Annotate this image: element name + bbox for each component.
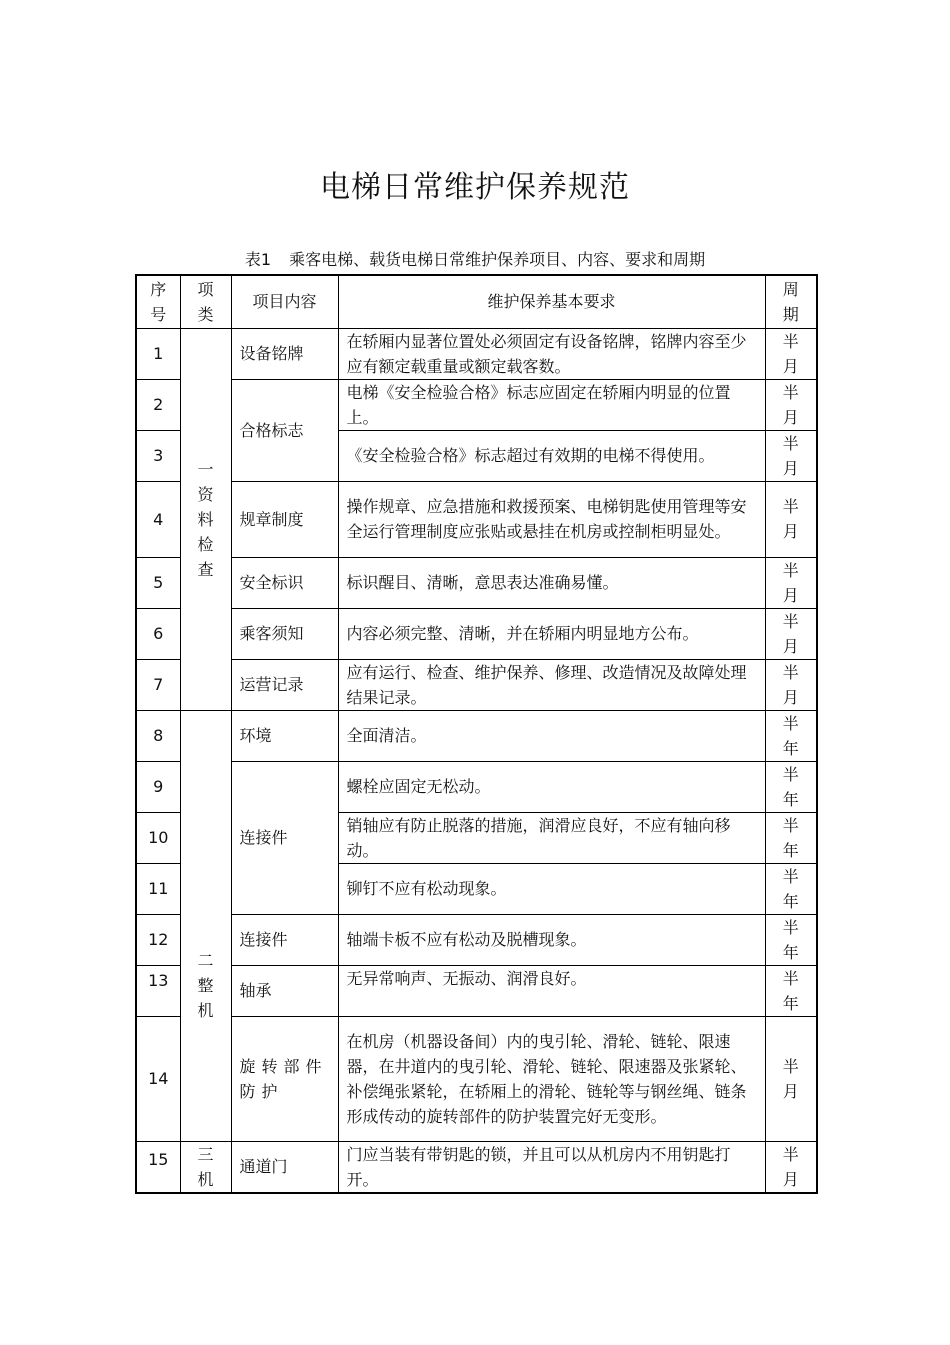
table-caption-number: 表1 [244, 250, 272, 269]
row-no: 11 [136, 863, 180, 914]
row-no: 9 [136, 761, 180, 812]
row-item: 通道门 [231, 1141, 338, 1193]
table-caption-text: 乘客电梯、载货电梯日常维护保养项目、内容、要求和周期 [289, 250, 706, 269]
row-no: 8 [136, 710, 180, 761]
table-header-row [136, 275, 817, 328]
document-title: 电梯日常维护保养规范 [320, 170, 630, 205]
row-requirement: 标识醒目、清晰，意思表达准确易懂。 [338, 557, 765, 608]
row-cycle: 半月 [765, 328, 817, 379]
row-item: 乘客须知 [231, 608, 338, 659]
table-row [136, 659, 817, 710]
row-item: 连接件 [231, 914, 338, 965]
table-row [136, 557, 817, 608]
row-no: 14 [136, 1016, 180, 1141]
table-row [136, 328, 817, 379]
row-requirement: 无异常响声、无振动、润滑良好。 [338, 965, 765, 1016]
row-no: 4 [136, 481, 180, 557]
row-item: 运营记录 [231, 659, 338, 710]
row-requirement: 全面清洁。 [338, 710, 765, 761]
row-item: 合格标志 [231, 379, 338, 481]
row-cycle: 半月 [765, 608, 817, 659]
row-cycle: 半月 [765, 379, 817, 430]
table-row [136, 379, 817, 430]
row-item: 轴承 [231, 965, 338, 1016]
row-no: 10 [136, 812, 180, 863]
row-no: 1 [136, 328, 180, 379]
row-item: 环境 [231, 710, 338, 761]
row-requirement: 在轿厢内显著位置处必须固定有设备铭牌，铭牌内容至少应有额定载重量或额定载客数。 [338, 328, 765, 379]
row-cycle: 半年 [765, 812, 817, 863]
table-row [136, 710, 817, 761]
table-row [136, 608, 817, 659]
header-item: 项目内容 [231, 275, 338, 328]
row-cycle: 半年 [765, 710, 817, 761]
row-cycle: 半年 [765, 761, 817, 812]
header-category: 项类 [180, 275, 231, 328]
header-no: 序号 [136, 275, 180, 328]
row-cycle: 半年 [765, 965, 817, 1016]
row-item: 规章制度 [231, 481, 338, 557]
row-cycle: 半月 [765, 1141, 817, 1193]
row-no: 2 [136, 379, 180, 430]
row-cycle: 半月 [765, 481, 817, 557]
row-no: 12 [136, 914, 180, 965]
table-row [136, 1016, 817, 1141]
category-cell: 二整机 [180, 710, 231, 1141]
row-requirement: 内容必须完整、清晰，并在轿厢内明显地方公布。 [338, 608, 765, 659]
row-item: 连接件 [231, 761, 338, 914]
row-cycle: 半月 [765, 430, 817, 481]
row-requirement: 铆钉不应有松动现象。 [338, 863, 765, 914]
row-cycle: 半月 [765, 1016, 817, 1141]
row-item: 设备铭牌 [231, 328, 338, 379]
row-requirement: 操作规章、应急措施和救援预案、电梯钥匙使用管理等安全运行管理制度应张贴或悬挂在机房或控制柜明显处。 [338, 481, 765, 557]
row-no: 7 [136, 659, 180, 710]
category-cell: 一资料检查 [180, 328, 231, 710]
header-requirement: 维护保养基本要求 [338, 275, 765, 328]
row-requirement: 轴端卡板不应有松动及脱槽现象。 [338, 914, 765, 965]
row-no: 6 [136, 608, 180, 659]
row-cycle: 半月 [765, 659, 817, 710]
table-row [136, 481, 817, 557]
table-row [136, 761, 817, 812]
row-no: 5 [136, 557, 180, 608]
row-item: 安全标识 [231, 557, 338, 608]
row-requirement: 销轴应有防止脱落的措施，润滑应良好，不应有轴向移动。 [338, 812, 765, 863]
row-item: 旋转部件防护 [231, 1016, 338, 1141]
row-requirement: 应有运行、检查、维护保养、修理、改造情况及故障处理结果记录。 [338, 659, 765, 710]
maintenance-table [135, 274, 818, 1194]
table-row [136, 965, 817, 1016]
row-requirement: 电梯《安全检验合格》标志应固定在轿厢内明显的位置上。 [338, 379, 765, 430]
row-cycle: 半年 [765, 863, 817, 914]
row-cycle: 半年 [765, 914, 817, 965]
row-requirement: 门应当装有带钥匙的锁，并且可以从机房内不用钥匙打开。 [338, 1141, 765, 1193]
row-cycle: 半月 [765, 557, 817, 608]
row-requirement: 《安全检验合格》标志超过有效期的电梯不得使用。 [338, 430, 765, 481]
row-requirement: 在机房（机器设备间）内的曳引轮、滑轮、链轮、限速器，在井道内的曳引轮、滑轮、链轮、限速器及张紧轮、补偿绳张紧轮，在轿厢上的滑轮、链轮等与钢丝绳、链条形成传动的旋转部件的防护装置完好无变形。 [338, 1016, 765, 1141]
header-cycle: 周期 [765, 275, 817, 328]
row-no: 3 [136, 430, 180, 481]
row-requirement: 螺栓应固定无松动。 [338, 761, 765, 812]
table-row [136, 914, 817, 965]
row-no: 15 [136, 1141, 180, 1193]
category-cell: 三机 [180, 1141, 231, 1193]
table-caption [0, 247, 950, 270]
table-row [136, 1141, 817, 1193]
row-no: 13 [136, 965, 180, 1016]
